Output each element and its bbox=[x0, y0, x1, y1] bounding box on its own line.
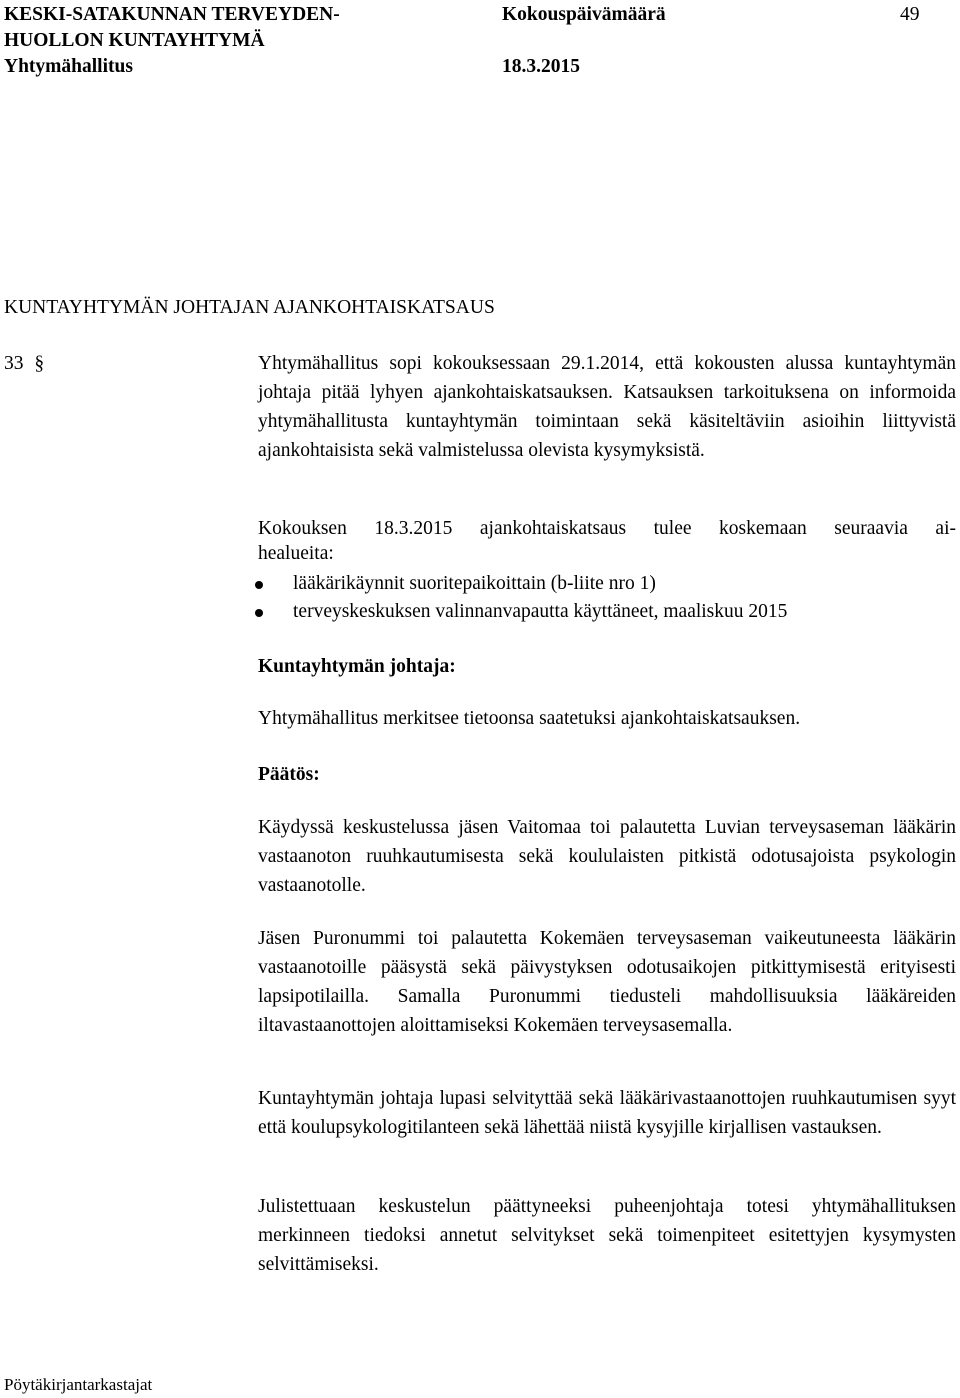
list-item-text: terveyskeskuksen valinnanvapautta käyttäneet, maaliskuu 2015 bbox=[293, 601, 788, 622]
body-name: Yhtymähallitus bbox=[4, 56, 133, 77]
org-name-line1: KESKI-SATAKUNNAN TERVEYDEN- bbox=[4, 4, 340, 25]
decision-paragraph-2: Jäsen Puronummi toi palautetta Kokemäen terveysaseman vaikeutuneesta lääkärin vastaanotoille pääsystä sekä päivystyksen odotusaikojen pitkittymisestä erityisesti lapsipotilailla. Samalla Puronummi tiedusteli mahdollisuuksia lääkäreiden iltavastaanottojen aloittamiseksi Kokemäen terveysasemalla. bbox=[258, 928, 956, 1036]
topics-lead-line2: healueita: bbox=[258, 543, 334, 564]
section-title: KUNTAYHTYMÄN JOHTAJAN AJANKOHTAISKATSAUS bbox=[4, 297, 495, 318]
topics-lead-line1: Kokouksen 18.3.2015 ajankohtaiskatsaus tulee koskemaan seuraavia ai- bbox=[258, 518, 956, 539]
meeting-date: 18.3.2015 bbox=[502, 56, 580, 77]
section-symbol: § bbox=[34, 353, 45, 374]
page-number: 49 bbox=[900, 4, 920, 25]
list-item-text: lääkärikäynnit suoritepaikoittain (b-liite nro 1) bbox=[293, 573, 656, 594]
decision-heading: Päätös: bbox=[258, 764, 320, 785]
date-label: Kokouspäivämäärä bbox=[502, 4, 666, 25]
item-number-value: 33 bbox=[4, 353, 24, 374]
decision-paragraph-4: Julistettuaan keskustelun päättyneeksi puheenjohtaja totesi yhtymähallituksen merkinneen tiedoksi annetut selvitykset sekä toimenpiteet esitettyjen kysymysten selvittämiseksi. bbox=[258, 1196, 956, 1275]
footer-reviewers-label: Pöytäkirjantarkastajat bbox=[4, 1375, 153, 1394]
proposal-heading: Kuntayhtymän johtaja: bbox=[258, 656, 456, 677]
org-name-line2: HUOLLON KUNTAYHTYMÄ bbox=[4, 30, 265, 51]
item-number bbox=[4, 351, 44, 377]
decision-paragraph-3: Kuntayhtymän johtaja lupasi selvityttää sekä lääkärivastaanottojen ruuhkautumisen syyt että koulupsykologitilanteen sekä lähettää niistä kysyjille kirjallisen vastauksen. bbox=[258, 1088, 956, 1138]
bullet-icon bbox=[255, 609, 263, 617]
bullet-icon bbox=[255, 581, 263, 589]
decision-paragraph-1: Käydyssä keskustelussa jäsen Vaitomaa toi palautetta Luvian terveysaseman lääkärin vastaanoton ruuhkautumisesta sekä koululaisten pitkistä odotusajoista psykologin vastaanotolle. bbox=[258, 817, 956, 896]
intro-paragraph: Yhtymähallitus sopi kokouksessaan 29.1.2014, että kokousten alussa kuntayhtymän johtaja pitää lyhyen ajankohtaiskatsauksen. Katsauksen tarkoituksena on informoida yhtymähallitusta kuntayhtymän toimintaan sekä käsiteltäviin asioihin liittyvistä ajankohtaisista sekä valmistelussa olevista kysymyksistä. bbox=[258, 353, 956, 461]
proposal-text: Yhtymähallitus merkitsee tietoonsa saatetuksi ajankohtaiskatsauksen. bbox=[258, 708, 801, 729]
